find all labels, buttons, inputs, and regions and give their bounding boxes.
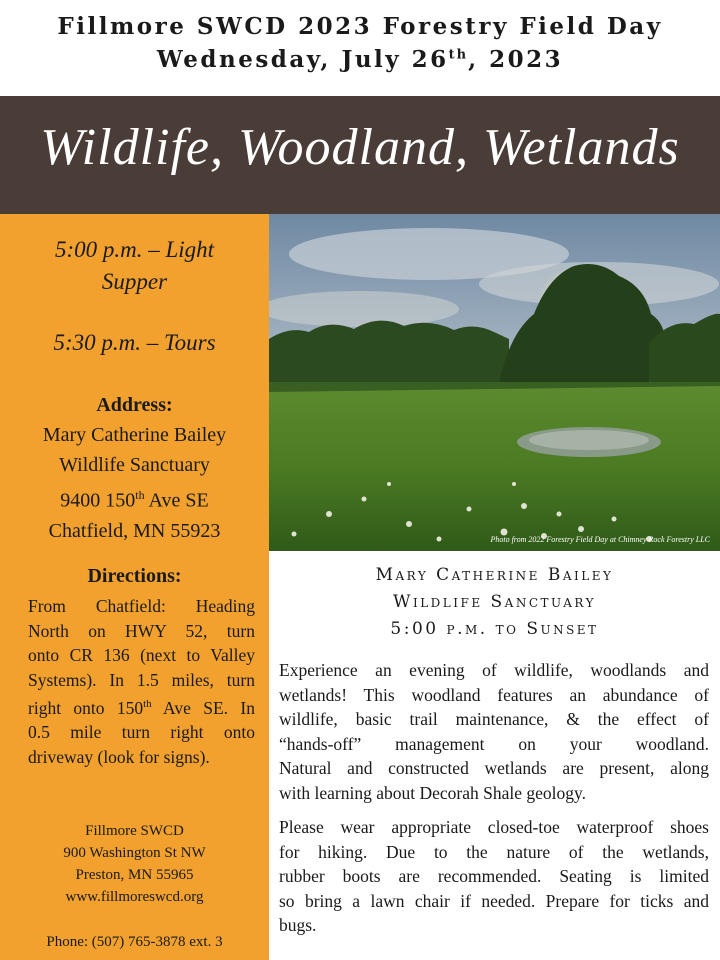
instructions-line: bugs. bbox=[279, 915, 317, 935]
address-line: Chatfield, MN 55923 bbox=[48, 519, 221, 542]
schedule-supper: 5:00 p.m. – Light Supper bbox=[54, 237, 215, 294]
contact-city: Preston, MN 55965 bbox=[75, 867, 194, 883]
address-block bbox=[10, 420, 259, 546]
venue-line: Mary Catherine Bailey bbox=[375, 565, 614, 585]
description-line: with learning about Decorah Shale geology. bbox=[279, 782, 586, 803]
contact-org: Fillmore SWCD bbox=[85, 823, 184, 839]
directions-line: From Chatfield: Heading bbox=[28, 596, 255, 616]
info-sidebar bbox=[0, 214, 269, 960]
contact-phone: Phone: (507) 765-3878 ext. 3 bbox=[46, 934, 223, 950]
address-line: Mary Catherine Bailey bbox=[42, 424, 227, 446]
instructions-line: Please wear appropriate closed-toe waterproof shoes bbox=[279, 817, 709, 837]
instructions-line: rubber boots are recommended. Seating is limited bbox=[279, 866, 709, 886]
instructions-line: so bring a lawn chair if needed. Prepare for ticks and bbox=[279, 890, 709, 911]
contact-street: 900 Washington St NW bbox=[63, 845, 206, 861]
event-title: Fillmore SWCD 2023 Forestry Field Day bbox=[57, 13, 663, 40]
directions-line: Systems). In 1.5 miles, turn bbox=[28, 669, 255, 690]
description-line: wetlands! This woodland features an abundance of bbox=[279, 684, 709, 705]
directions-line: right onto 150th Ave SE. In bbox=[28, 697, 255, 718]
address-line: Wildlife Sanctuary bbox=[59, 454, 210, 476]
venue-line: Wildlife Sanctuary bbox=[393, 592, 596, 612]
venue-heading bbox=[269, 562, 720, 643]
address-line: 9400 150th Ave SE bbox=[60, 488, 209, 512]
description-line: wildlife, basic trail maintenance, & the effect of bbox=[279, 709, 709, 729]
event-description bbox=[279, 658, 709, 938]
description-paragraph bbox=[279, 658, 709, 805]
address-heading: Address: bbox=[96, 394, 173, 416]
schedule-tours: 5:30 p.m. – Tours bbox=[53, 330, 216, 355]
photo-credit: Photo from 2022 Forestry Field Day at Chimney Rock Forestry LLC bbox=[490, 535, 710, 544]
theme-banner bbox=[0, 96, 720, 214]
description-line: Natural and constructed wetlands are present, along bbox=[279, 758, 709, 778]
directions-text bbox=[28, 594, 255, 769]
landscape-photo bbox=[269, 214, 720, 551]
venue-time: 5:00 p.m. to Sunset bbox=[390, 619, 599, 639]
event-date: Wednesday, July 26th, 2023 bbox=[156, 46, 564, 73]
theme-title: Wildlife, Woodland, Wetlands bbox=[40, 119, 680, 176]
instructions-line: for hiking. Due to the nature of the wetlands, bbox=[279, 841, 709, 862]
description-line: Experience an evening of wildlife, woodlands and bbox=[279, 660, 709, 680]
contact-website: www.fillmoreswcd.org bbox=[65, 889, 204, 905]
directions-line: North on HWY 52, turn bbox=[28, 620, 255, 641]
description-line: “hands-off” management on your woodland. bbox=[279, 733, 709, 754]
flyer-header bbox=[0, 0, 720, 96]
directions-line: driveway (look for signs). bbox=[28, 746, 210, 767]
directions-line: onto CR 136 (next to Valley bbox=[28, 645, 255, 665]
contact-block bbox=[0, 820, 269, 908]
instructions-paragraph bbox=[279, 815, 709, 938]
directions-heading: Directions: bbox=[87, 565, 182, 587]
landscape-photo-icon bbox=[269, 214, 720, 551]
directions-line: 0.5 mile turn right onto bbox=[28, 722, 255, 743]
